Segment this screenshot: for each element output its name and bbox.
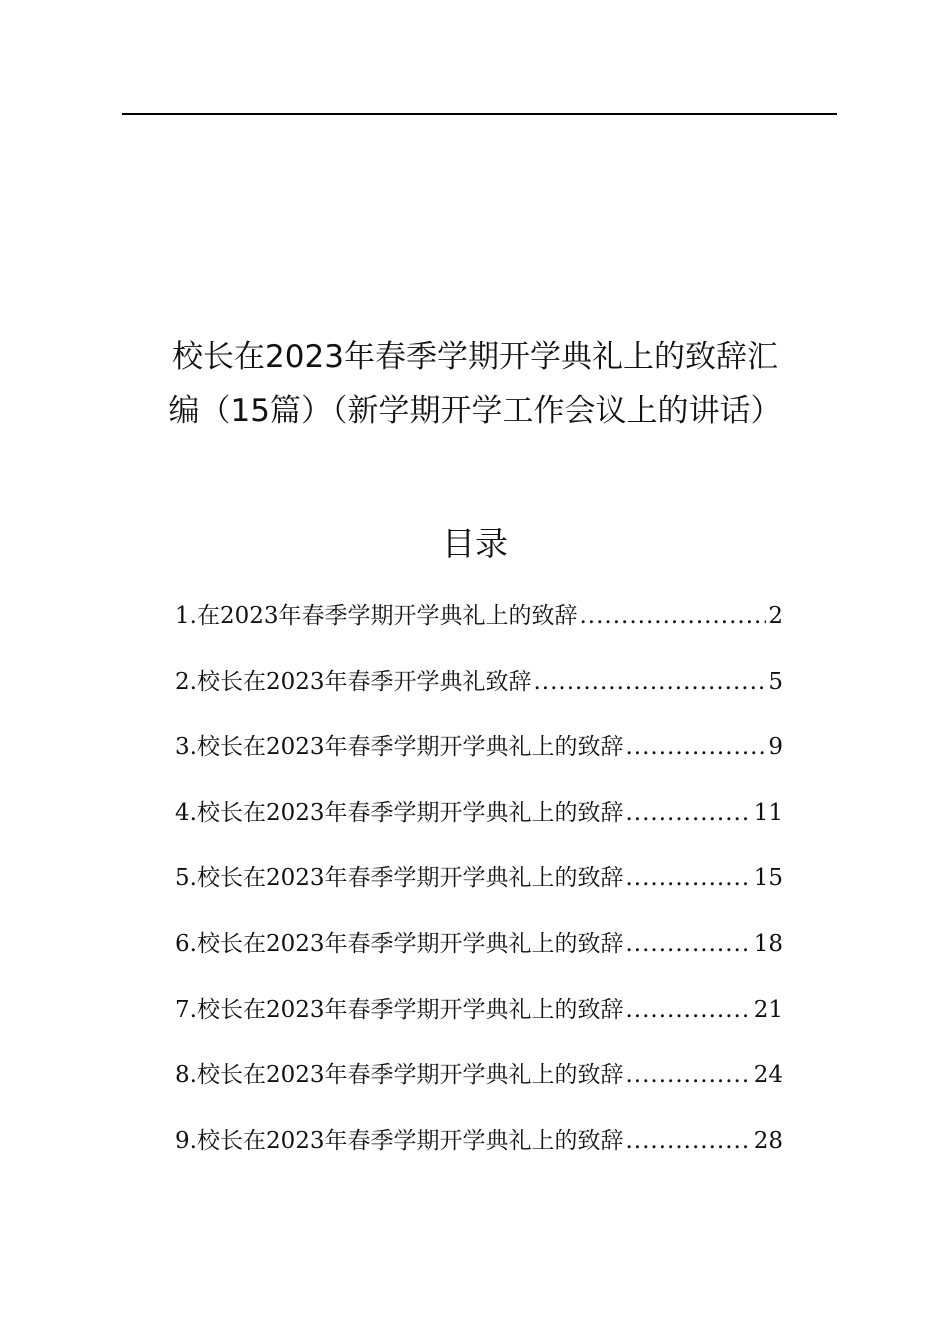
- toc-dot-leader: [625, 858, 751, 898]
- toc-entry-title: 7.校长在2023年春季学期开学典礼上的致辞: [175, 996, 624, 1023]
- toc-entry[interactable]: [175, 793, 783, 859]
- toc-dot-leader: [625, 793, 751, 833]
- toc-entry-page: 21: [753, 996, 783, 1023]
- toc-entry-page: 24: [753, 1062, 783, 1089]
- toc-entry-title: 4.校长在2023年春季学期开学典礼上的致辞: [175, 799, 624, 826]
- toc-entry-title: 1.在2023年春季学期开学典礼上的致辞: [175, 603, 578, 629]
- toc-dot-leader: [625, 1055, 751, 1095]
- toc-entry[interactable]: [175, 1121, 783, 1187]
- toc-entry-title: 5.校长在2023年春季学期开学典礼上的致辞: [175, 865, 624, 892]
- toc-entry-page: 11: [753, 799, 783, 826]
- toc-dot-leader: [625, 727, 766, 767]
- toc-entry[interactable]: [175, 662, 783, 728]
- toc-heading: 目录: [442, 524, 508, 563]
- header-rule: [122, 113, 837, 115]
- toc-entry-title: 9.校长在2023年春季学期开学典礼上的致辞: [175, 1127, 624, 1154]
- toc-entry-title: 3.校长在2023年春季学期开学典礼上的致辞: [175, 734, 624, 761]
- toc-entry[interactable]: [175, 990, 783, 1056]
- document-title: [110, 330, 840, 438]
- toc-entry-page: 18: [753, 930, 783, 957]
- toc-entry-title: 8.校长在2023年春季学期开学典礼上的致辞: [175, 1062, 624, 1089]
- toc-entry[interactable]: [175, 727, 783, 793]
- toc-dot-leader: [533, 662, 766, 702]
- toc-entry[interactable]: [175, 596, 783, 662]
- toc-entry[interactable]: [175, 1055, 783, 1121]
- toc-dot-leader: [625, 990, 751, 1030]
- toc-entry-page: 28: [753, 1127, 783, 1154]
- toc-entry[interactable]: [175, 858, 783, 924]
- toc-entry-page: 15: [753, 865, 783, 892]
- document-title-line-2: 编（15篇）（新学期开学工作会议上的讲话）: [168, 393, 782, 429]
- toc-entry-page: 9: [768, 734, 783, 761]
- table-of-contents: [175, 596, 783, 1186]
- toc-entry[interactable]: [175, 924, 783, 990]
- toc-entry-title: 2.校长在2023年春季开学典礼致辞: [175, 668, 532, 695]
- document-title-line-1: 校长在2023年春季学期开学典礼上的致辞汇: [172, 339, 778, 375]
- toc-entry-title: 6.校长在2023年春季学期开学典礼上的致辞: [175, 930, 624, 957]
- toc-entry-page: 2: [768, 603, 783, 629]
- toc-dot-leader: [625, 924, 751, 964]
- toc-entry-page: 5: [768, 668, 783, 695]
- toc-dot-leader: [579, 596, 766, 636]
- toc-dot-leader: [625, 1121, 751, 1161]
